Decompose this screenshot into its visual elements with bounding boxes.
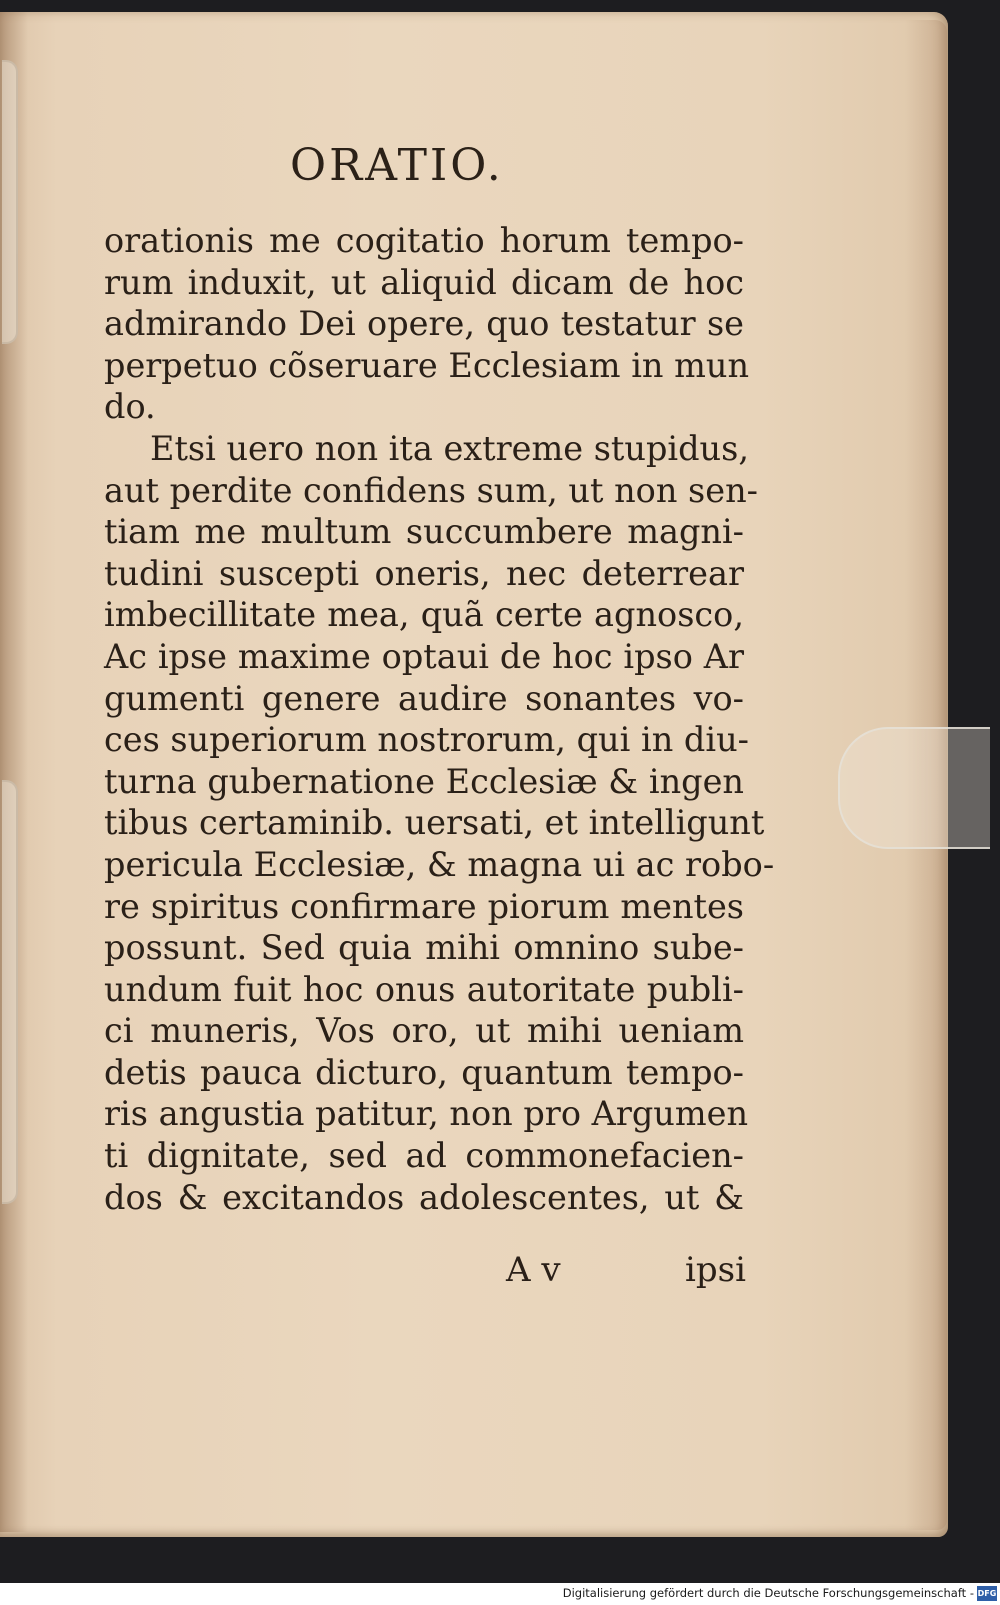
text-line: tiam me multum succumbere magni- bbox=[104, 512, 744, 552]
page-curl-top bbox=[2, 60, 18, 344]
page-curl-bottom bbox=[2, 780, 18, 1204]
text-line: perpetuo cõseruare Ecclesiam in mun bbox=[104, 345, 750, 385]
running-title: ORATIO. bbox=[290, 140, 504, 191]
footer-bar bbox=[0, 1583, 1000, 1605]
text-line: imbecillitate mea, quã certe agnosco, bbox=[104, 595, 744, 635]
text-line: detis pauca dicturo, quantum tempo- bbox=[104, 1052, 744, 1092]
body-text bbox=[104, 220, 775, 1218]
text-line: gumenti genere audire sonantes vo- bbox=[104, 678, 744, 718]
text-line: tudini suscepti oneris, nec deterrear bbox=[104, 553, 744, 593]
text-line: dos & excitandos adolescentes, ut & bbox=[104, 1177, 744, 1217]
text-line: Etsi uero non ita extreme stupidus, bbox=[150, 428, 749, 468]
text-line: ces superiorum nostrorum, qui in diu- bbox=[104, 720, 749, 760]
catchword: ipsi bbox=[685, 1250, 746, 1290]
text-line: do. bbox=[104, 387, 156, 427]
text-line: ris angustia patitur, non pro Argumen bbox=[104, 1094, 749, 1134]
signature-mark: A v bbox=[506, 1250, 561, 1290]
text-line: re spiritus confirmare piorum mentes bbox=[104, 886, 744, 926]
text-line: aut perdite confidens sum, ut non sen- bbox=[104, 470, 758, 510]
text-line: admirando Dei opere, quo testatur se bbox=[104, 304, 744, 344]
signature-line bbox=[506, 1250, 746, 1294]
funding-credit: Digitalisierung gefördert durch die Deutsche Forschungsgemeinschaft - bbox=[562, 1586, 974, 1600]
book-clip bbox=[838, 727, 990, 849]
text-line: ci muneris, Vos oro, ut mihi ueniam bbox=[104, 1011, 744, 1051]
text-line: undum fuit hoc onus autoritate publi- bbox=[104, 969, 744, 1009]
text-line: orationis me cogitatio horum tempo- bbox=[104, 221, 744, 260]
text-line: pericula Ecclesiæ, & magna ui ac robo- bbox=[104, 844, 775, 884]
text-line: rum induxit, ut aliquid dicam de hoc bbox=[104, 262, 744, 302]
text-line: possunt. Sed quia mihi omnino sube- bbox=[104, 928, 744, 968]
text-line: ti dignitate, sed ad commonefacien- bbox=[104, 1136, 744, 1176]
text-line: tibus certaminib. uersati, et intelligunt bbox=[104, 803, 765, 843]
text-line: turna gubernatione Ecclesiæ & ingen bbox=[104, 761, 744, 801]
dfg-logo: DFG bbox=[977, 1586, 997, 1601]
text-line: Ac ipse maxime optaui de hoc ipso Ar bbox=[104, 636, 744, 676]
